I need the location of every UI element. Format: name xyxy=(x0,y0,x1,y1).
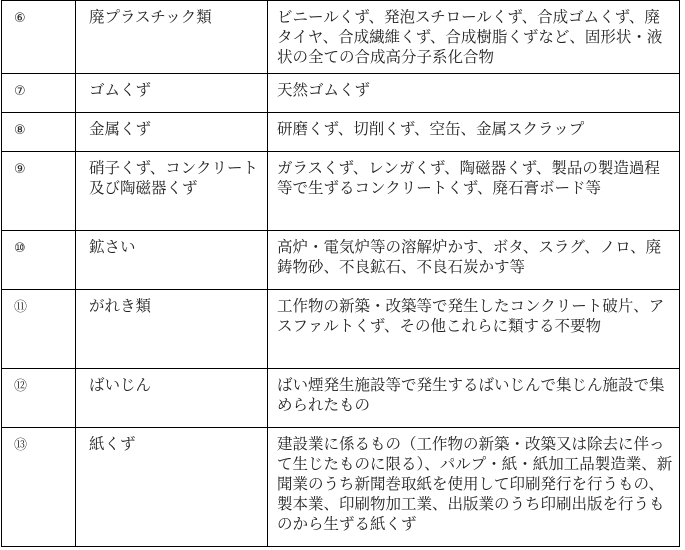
row-number: ⑪ xyxy=(2,290,76,369)
table-row xyxy=(2,1,680,74)
waste-description: ばい煙発生施設等で発生するばいじんで集じん施設で集められたもの xyxy=(268,369,680,428)
row-number: ⑬ xyxy=(2,428,76,547)
table-row xyxy=(2,369,680,428)
row-number: ⑦ xyxy=(2,74,76,113)
waste-description: 研磨くず、切削くず、空缶、金属スクラップ xyxy=(268,113,680,152)
table-row xyxy=(2,290,680,369)
row-number: ⑩ xyxy=(2,231,76,290)
waste-category: 鉱さい xyxy=(76,231,268,290)
waste-category-table xyxy=(1,0,680,547)
table-row xyxy=(2,152,680,231)
table-row xyxy=(2,113,680,152)
waste-description: 高炉・電気炉等の溶解炉かす、ボタ、スラグ、ノロ、廃鋳物砂、不良鉱石、不良石炭かす等 xyxy=(268,231,680,290)
row-number: ⑥ xyxy=(2,1,76,74)
waste-category: がれき類 xyxy=(76,290,268,369)
row-number: ⑧ xyxy=(2,113,76,152)
waste-category: 硝子くず、コンクリート及び陶磁器くず xyxy=(76,152,268,231)
waste-description: ガラスくず、レンガくず、陶磁器くず、製品の製造過程等で生ずるコンクリートくず、廃石膏ボード等 xyxy=(268,152,680,231)
table-row xyxy=(2,428,680,547)
table-row xyxy=(2,231,680,290)
waste-category: 紙くず xyxy=(76,428,268,547)
waste-description: 工作物の新築・改築等で発生したコンクリート破片、アスファルトくず、その他これらに類する不要物 xyxy=(268,290,680,369)
row-number: ⑫ xyxy=(2,369,76,428)
waste-description: 天然ゴムくず xyxy=(268,74,680,113)
waste-category: ばいじん xyxy=(76,369,268,428)
waste-category: ゴムくず xyxy=(76,74,268,113)
row-number: ⑨ xyxy=(2,152,76,231)
waste-category: 廃プラスチック類 xyxy=(76,1,268,74)
waste-description: ビニールくず、発泡スチロールくず、合成ゴムくず、廃タイヤ、合成繊維くず、合成樹脂くずなど、固形状・液状の全ての合成高分子系化合物 xyxy=(268,1,680,74)
waste-description: 建設業に係るもの（工作物の新築・改築又は除去に伴って生じたものに限る）、パルプ・紙・紙加工品製造業、新聞業のうち新聞巻取紙を使用して印刷発行を行うもの、製本業、印刷物加工業、出版業のうち印刷出版を行うものから生ずる紙くず xyxy=(268,428,680,547)
waste-category: 金属くず xyxy=(76,113,268,152)
table-row xyxy=(2,74,680,113)
